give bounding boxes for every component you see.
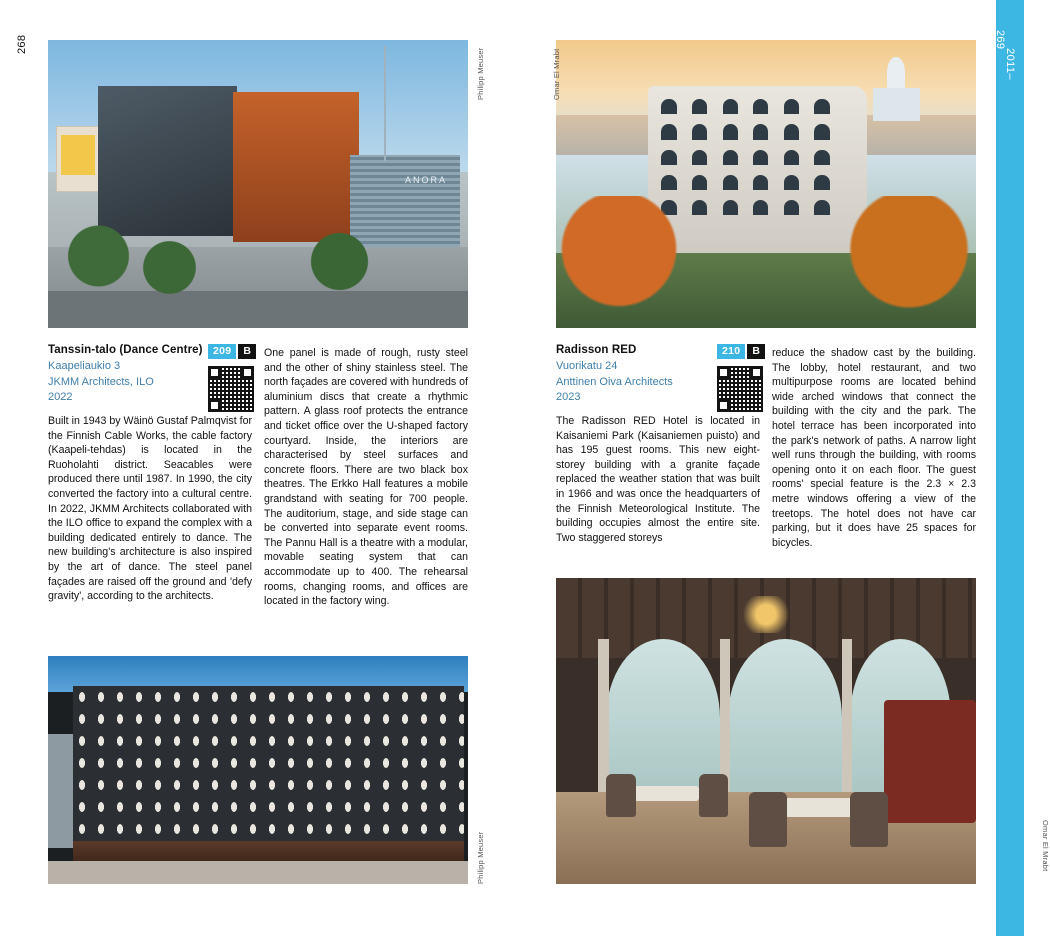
- entry-heading-left: [48, 344, 208, 406]
- qr-code-left[interactable]: [208, 366, 254, 412]
- entry-body-column-2: reduce the shadow cast by the building. The lobby, hotel restaurant, and two multipurpose rooms are located behind wide arched windows that connect the building with the city and the park. The hotel terrace has been incorporated into the park's network of paths. A narrow light well runs through the building, with rooms opening onto it on each floor. The guest rooms' special feature is the 2.3 × 2.3 metre windows offering a view of the treetops. The hotel does not have car parking, but it does have 25 spaces for bicycles.: [772, 347, 976, 549]
- photo-dance-centre-exterior: [48, 40, 468, 328]
- entry-architects: JKMM Architects, ILO: [48, 375, 154, 388]
- page-number-left: 268: [16, 34, 28, 54]
- edge-tab-label: 2011–: [1004, 48, 1016, 80]
- entry-id-badge-right: [717, 344, 765, 359]
- photo-credit-bottom-left: Philipp Meuser: [476, 831, 485, 884]
- entry-id-number: 210: [717, 344, 745, 359]
- entry-category: B: [238, 344, 256, 359]
- entry-id-number: 209: [208, 344, 236, 359]
- photo-credit-top-left: Philipp Meuser: [476, 47, 485, 100]
- entry-title: Tanssin-talo (Dance Centre): [48, 344, 203, 356]
- entry-year: 2022: [48, 391, 73, 403]
- entry-body-column-2: One panel is made of rough, rusty steel and the other of shiny stainless steel. The north façades are covered with hundreds of aluminium discs that create a rhythmic pattern. A glass roof protects the entrance and ticket office over the U-shaped factory courtyard. Inside, the interiors are characterised by steel surfaces and concrete floors. There are two black box theatres. The Erkko Hall features a mobile grandstand with seating for 700 people. The auditorium, stage, and side stage can be converted into separate event rooms. The Pannu Hall is a theatre with a modular, movable seating system that can accommodate up to 400. The rehearsal rooms, changing rooms, and offices are located in the factory wing.: [264, 347, 468, 608]
- entry-body-column-1: The Radisson RED Hotel is located in Kaisaniemi Park (Kaisaniemen puisto) and has 195 guest rooms. This new eight-storey building with a granite façade replaced the weather station that was built in 1966 and was once the headquarters of the Finnish Meteorological Institute. The building occupies almost the entire site. Two staggered storeys: [556, 415, 760, 544]
- left-page: [0, 0, 512, 936]
- entry-architects: Anttinen Oiva Architects: [556, 375, 673, 388]
- photo-dance-centre-facade: [48, 656, 468, 884]
- entry-heading-right: [556, 344, 716, 406]
- qr-code-right[interactable]: [717, 366, 763, 412]
- entry-category: B: [747, 344, 765, 359]
- page-number-right: 269: [994, 30, 1006, 50]
- photo-radisson-interior: [556, 578, 976, 884]
- entry-address: Kaapeliaukio 3: [48, 360, 121, 372]
- entry-year: 2023: [556, 391, 581, 403]
- entry-id-badge-left: [208, 344, 256, 359]
- photo-radisson-exterior: [556, 40, 976, 328]
- entry-body-column-1: Built in 1943 by Wäinö Gustaf Palmqvist for the Finnish Cable Works, the cable factory (Kaapeli-tehdas) is located in the Ruoholahti district. Seacables were produced there until 1987. In 1990, the city converted the factory into a cultural centre. In 2022, JKMM Architects collaborated with the ILO office to expand the complex with a building dedicated entirely to dance. The new building's architecture is also inspired by the art of dance. The steel panel façades are raised off the ground and 'defy gravity', according to the architects.: [48, 415, 252, 603]
- photo-credit-top-right: Omar El Mrabt: [552, 48, 561, 100]
- photo-credit-bottom-right: Omar El Mrabt: [1041, 820, 1050, 872]
- edge-tab: [996, 0, 1024, 936]
- photo-sign-label: ANORA: [404, 175, 447, 186]
- entry-address: Vuorikatu 24: [556, 360, 618, 372]
- entry-title: Radisson RED: [556, 344, 637, 356]
